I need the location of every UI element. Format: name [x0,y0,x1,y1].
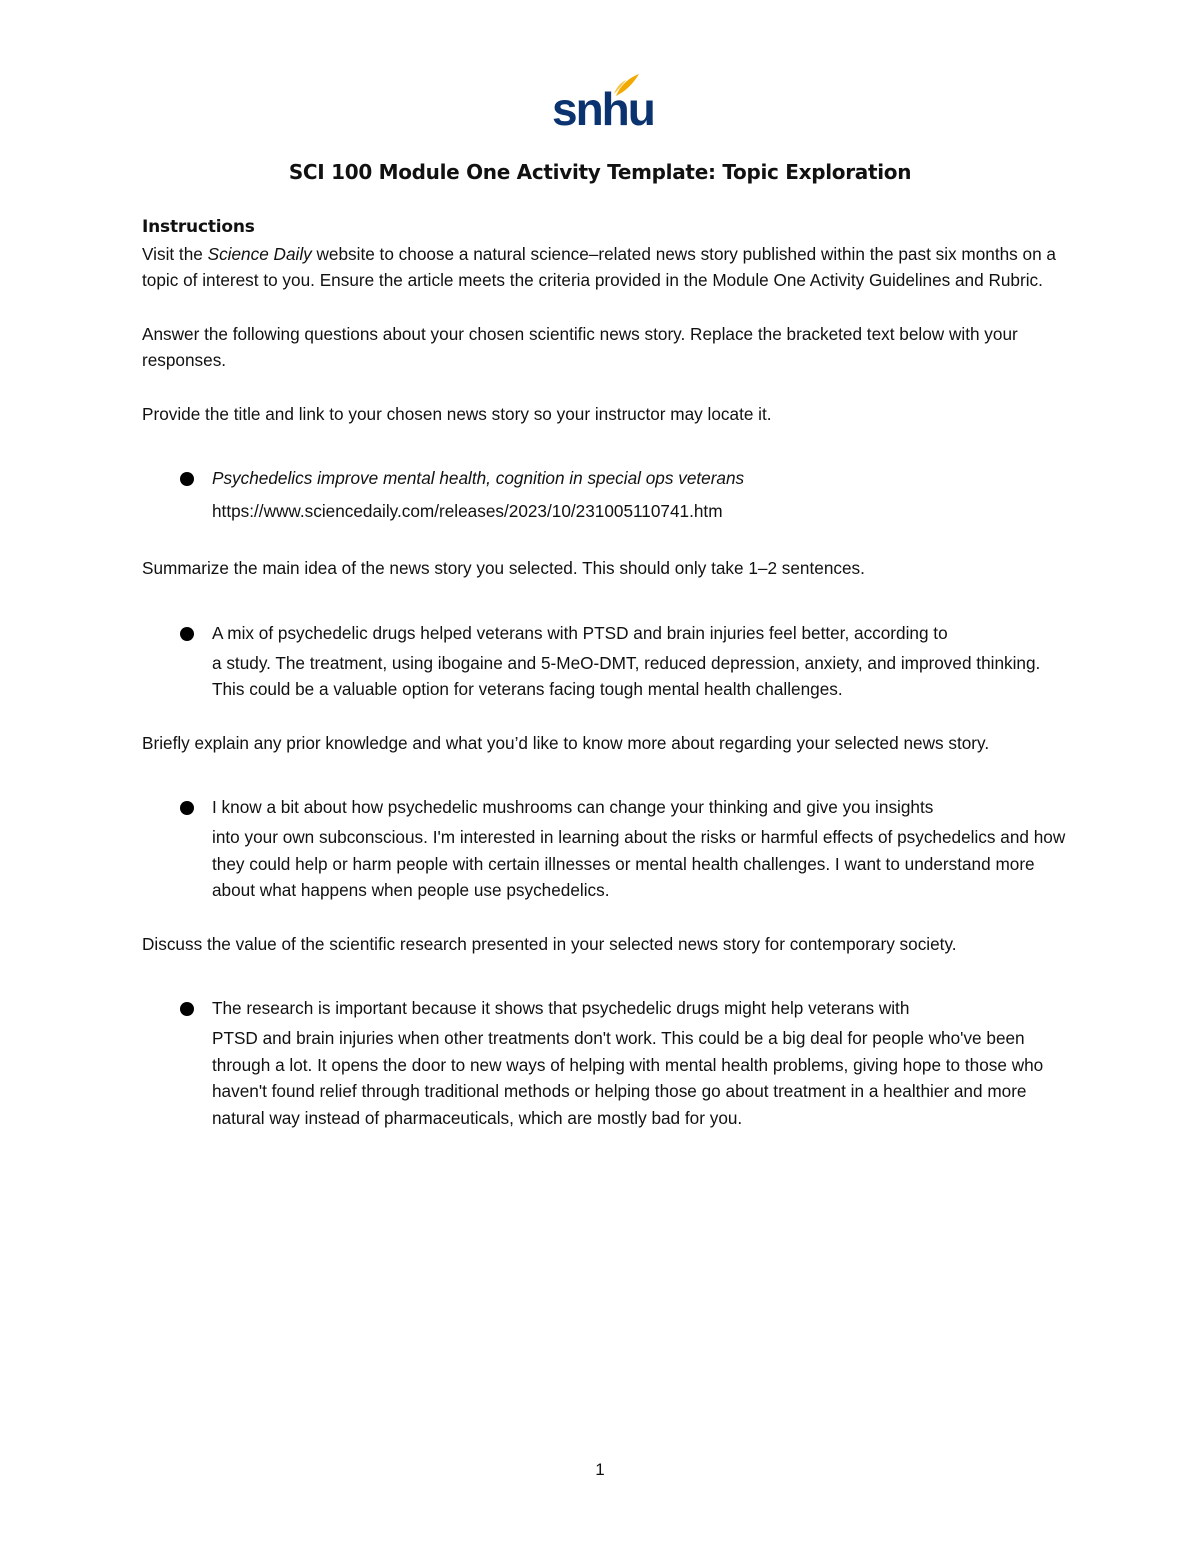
logo-wordmark: snhu [552,83,654,135]
bullet-icon [180,1002,194,1016]
page-number: 1 [595,1460,605,1479]
document-body [142,214,1072,1158]
answer-3 [142,791,1072,904]
answer-2-rest: a study. The treatment, using ibogaine and 5-MeO-DMT, reduced depression, anxiety, and improved thinking. This could be a valuable option for veterans facing tough mental health challenges. [212,652,1041,699]
bullet-icon [180,801,194,815]
bullet-icon [180,472,194,486]
question-3: Briefly explain any prior knowledge and what you’d like to know more about regarding your selected news story. [142,732,990,753]
answer-2-first-line: A mix of psychedelic drugs helped veterans with PTSD and brain injuries feel better, according to [212,622,948,643]
article-title: Psychedelics improve mental health, cognition in special ops veterans [212,468,745,488]
answer-2 [142,617,1072,703]
answer-3-rest: into your own subconscious. I'm interested in learning about the risks or harmful effects of psychedelics and how they could help or harm people with certain illnesses or mental health challenges. I want to understand more about what happens when people use psychedelics. [212,827,1066,900]
answer-3-first-line: I know a bit about how psychedelic mushrooms can change your thinking and give you insights [212,797,934,817]
instructions-heading: Instructions [142,217,255,237]
snhu-logo [552,72,654,138]
science-daily-name: Science Daily [207,243,312,264]
answer-4-rest: PTSD and brain injuries when other treatments don't work. This could be a big deal for people who've been through a lot. It opens the door to new ways of helping with mental health problems, giving hope to those who haven't found relief through traditional methods or helping those go about treatment in a healthier and more natural way instead of pharmaceuticals, which are mostly bad for you. [212,1028,1044,1128]
question-1: Provide the title and link to your chosen news story so your instructor may locate it. [142,403,772,424]
article-link[interactable]: https://www.sciencedaily.com/releases/2023/10/231005110741.htm [212,501,723,521]
document-title: SCI 100 Module One Activity Template: Topic Exploration [288,160,912,184]
instructions-paragraph-2: Answer the following questions about your chosen scientific news story. Replace the bracketed text below with your responses. [142,323,1018,370]
question-4: Discuss the value of the scientific research presented in your selected news story for contemporary society. [142,933,957,954]
bullet-icon [180,627,194,641]
answer-1 [142,462,1072,528]
answer-4-first-line: The research is important because it shows that psychedelic drugs might help veterans with [212,998,910,1018]
instructions-paragraph-1: Visit the Science Daily website to choose a natural science–related news story published within the past six months on a topic of interest to you. Ensure the article meets the criteria provided in the Module One Activity Guidelines and Rubric. [142,243,1056,290]
answer-4 [142,992,1072,1131]
question-2: Summarize the main idea of the news story you selected. This should only take 1–2 sentences. [142,558,865,578]
